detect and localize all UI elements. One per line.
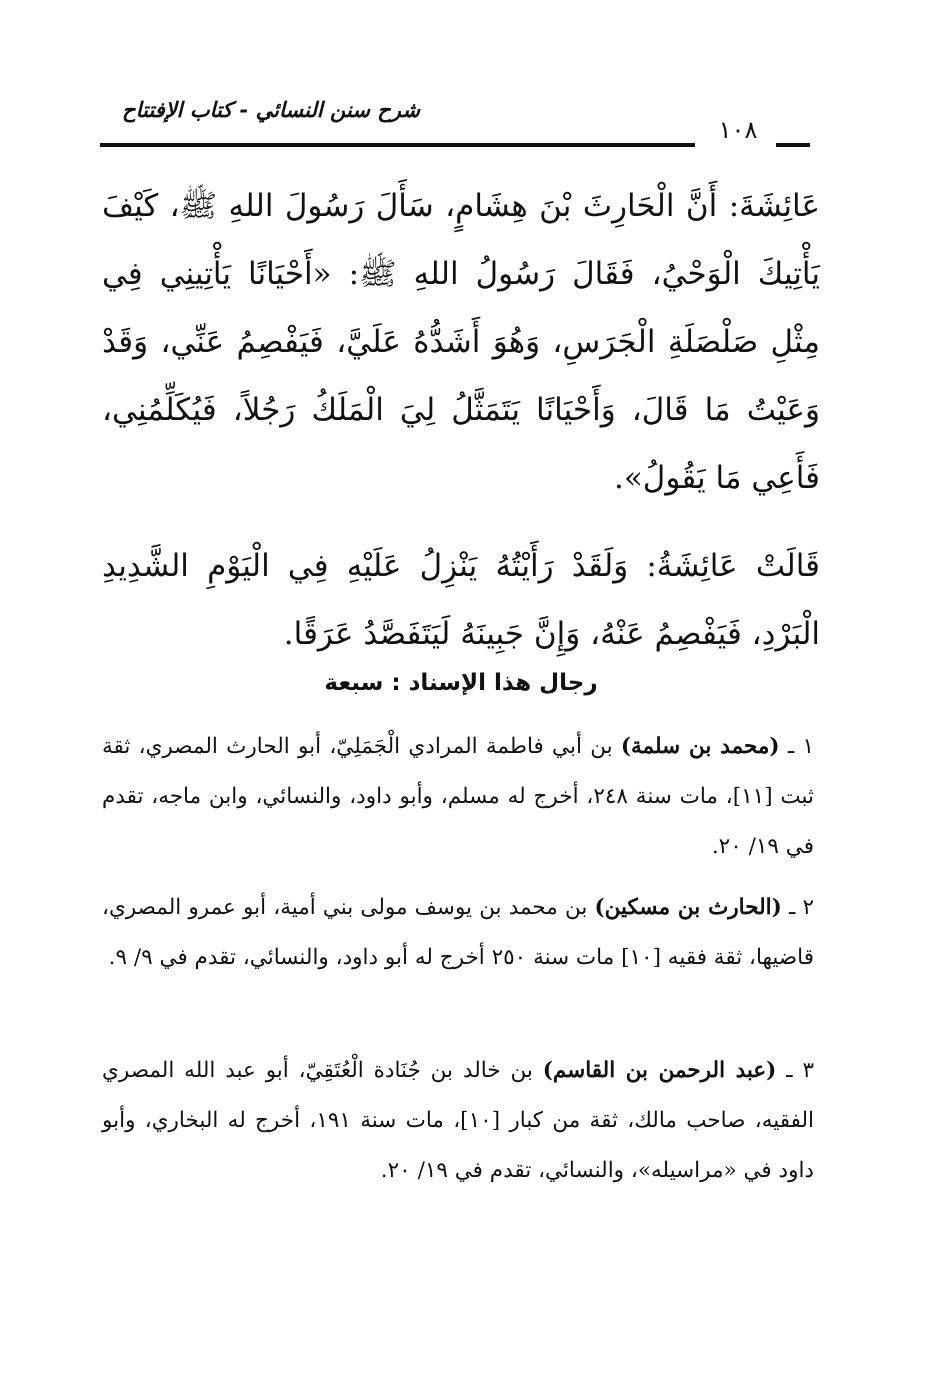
- narrator-name: (محمد بن سلمة): [620, 734, 780, 759]
- page-number-dash: [776, 143, 810, 147]
- narrator-number: ٣ ـ: [786, 1058, 814, 1083]
- narrator-details: بن خالد بن جُنَادة الْعُتَقِيّ، أبو عبد الله المصري الفقيه، صاحب مالك، ثقة من كبار [١٠]، مات سنة ١٩١، أخرج له البخاري، وأبو داود في «مراسيله»، والنسائي، تقدم في ١٩/ ٢٠.: [102, 1058, 814, 1183]
- hadith-paragraph-1: عَائِشَةَ: أَنَّ الْحَارِثَ بْنَ هِشَامٍ، سَأَلَ رَسُولَ اللهِ ﷺ، كَيْفَ يَأْتِيكَ الْوَحْيُ، فَقَالَ رَسُولُ اللهِ ﷺ: «أَحْيَانًا يَأْتِينِي فِي مِثْلِ صَلْصَلَةِ الْجَرَسِ، وَهُوَ أَشَدُّهُ عَلَيَّ، فَيَفْصِمُ عَنِّي، وَقَدْ وَعَيْتُ مَا قَالَ، وَأَحْيَانًا يَتَمَثَّلُ لِيَ الْمَلَكُ رَجُلاً، فَيُكَلِّمُنِي، فَأَعِي مَا يَقُولُ».: [102, 188, 820, 496]
- section-heading: رجال هذا الإسناد : سبعة: [324, 670, 598, 696]
- running-header-title: شرح سنن النسائي - كتاب الإفتتاح: [122, 98, 420, 122]
- narrator-name: (الحارث بن مسكين): [594, 895, 782, 920]
- narrator-details: بن أبي فاطمة المرادي الْجَمَلِيّ، أبو الحارث المصري، ثقة ثبت [١١]، مات سنة ٢٤٨، أخرج له مسلم، وأبو داود، والنسائي، وابن ماجه، تقدم في ١٩/ ٢٠.: [102, 734, 814, 859]
- narrator-number: ٢ ـ: [789, 895, 815, 920]
- header-rule: [100, 143, 695, 147]
- narrator-details: بن محمد بن يوسف مولى بني أمية، أبو عمرو المصري، قاضيها، ثقة فقيه [١٠] مات سنة ٢٥٠ أخرج له أبو داود، والنسائي، تقدم في ٩/ ٩.: [102, 895, 814, 970]
- narrator-number: ١ ـ: [787, 734, 814, 759]
- narrator-entry-3: [102, 1046, 814, 1196]
- narrator-entry-2: [102, 883, 814, 983]
- page-number: ١٠٨: [718, 116, 758, 144]
- narrator-entry-1: [102, 722, 814, 872]
- narrator-name: (عبد الرحمن بن القاسم): [542, 1058, 777, 1083]
- hadith-paragraph-2: قَالَتْ عَائِشَةُ: وَلَقَدْ رَأَيْتُهُ يَنْزِلُ عَلَيْهِ فِي الْيَوْمِ الشَّدِيدِ الْبَرْدِ، فَيَفْصِمُ عَنْهُ، وَإِنَّ جَبِينَهُ لَيَتَفَصَّدُ عَرَقًا.: [102, 548, 820, 652]
